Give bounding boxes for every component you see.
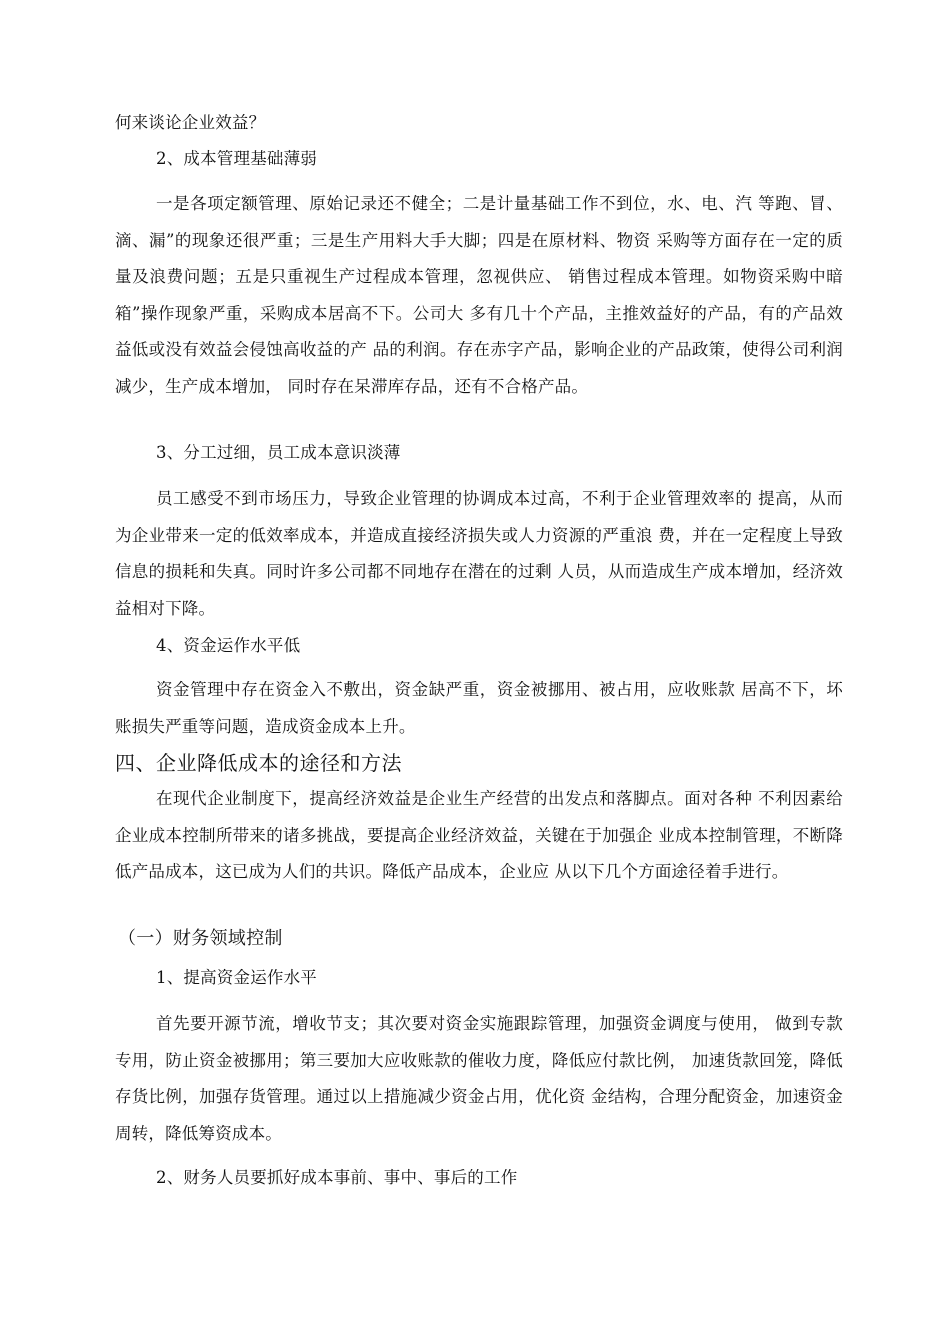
subsection-heading-financial-control: （一）财务领域控制 (118, 928, 283, 949)
subheading-improve-capital-operation: 1、提高资金运作水平 (156, 968, 317, 987)
subheading-division-of-labor: 3、分工过细，员工成本意识淡薄 (156, 443, 401, 462)
paragraph-cost-management-issues: 一是各项定额管理、原始记录还不健全；二是计量基础工作不到位，水、电、汽 等跑、冒、滴、漏”的现象还很严重；三是生产用料大手大脚；四是在原材料、物资 采购等方面存在一定的质量及浪费问题；五是只重视生产过程成本管理，忽视供应、 销售过程成本管理。如物资采购中暗箱”操作现象严重，采购成本居高不下。公司大 多有几十个产品，主推效益好的产品，有的产品效益低或没有效益会侵蚀高收益的产 品的利润。存在赤字产品，影响企业的产品政策，使得公司利润减少，生产成本增加， 同时存在呆滞库存品，还有不合格产品。 (115, 194, 843, 396)
subheading-capital-operation: 4、资金运作水平低 (156, 636, 301, 655)
paragraph-capital-management: 资金管理中存在资金入不敷出，资金缺严重，资金被挪用、被占用，应收账款 居高不下，坏账损失严重等问题，造成资金成本上升。 (115, 680, 843, 736)
paragraph-employee-awareness: 员工感受不到市场压力，导致企业管理的协调成本过高，不利于企业管理效率的 提高，从而为企业带来一定的低效率成本，并造成直接经济损失或人力资源的严重浪 费，并在一定程度上导致信息的损耗和失真。同时许多公司都不同地存在潜在的过剩 人员，从而造成生产成本增加，经济效益相对下降。 (115, 489, 843, 618)
subheading-finance-staff-work: 2、财务人员要抓好成本事前、事中、事后的工作 (156, 1168, 518, 1187)
paragraph-modern-enterprise: 在现代企业制度下，提高经济效益是企业生产经营的出发点和落脚点。面对各种 不利因素给企业成本控制所带来的诸多挑战，要提高企业经济效益，关键在于加强企 业成本控制管理，不断降低产品成本，这已成为人们的共识。降低产品成本，企业应 从以下几个方面途径着手进行。 (115, 789, 843, 881)
paragraph-capital-measures: 首先要开源节流，增收节支；其次要对资金实施跟踪管理，加强资金调度与使用， 做到专款专用，防止资金被挪用；第三要加大应收账款的催收力度，降低应付款比例， 加速货款回笼，降低存货比例，加强存货管理。通过以上措施减少资金占用，优化资 金结构，合理分配资金，加速资金周转，降低筹资成本。 (115, 1014, 843, 1143)
section-heading-cost-reduction: 四、企业降低成本的途径和方法 (115, 751, 402, 775)
text-line-continuation: 何来谈论企业效益？ (115, 113, 266, 132)
subheading-cost-management-foundation: 2、成本管理基础薄弱 (156, 149, 317, 168)
